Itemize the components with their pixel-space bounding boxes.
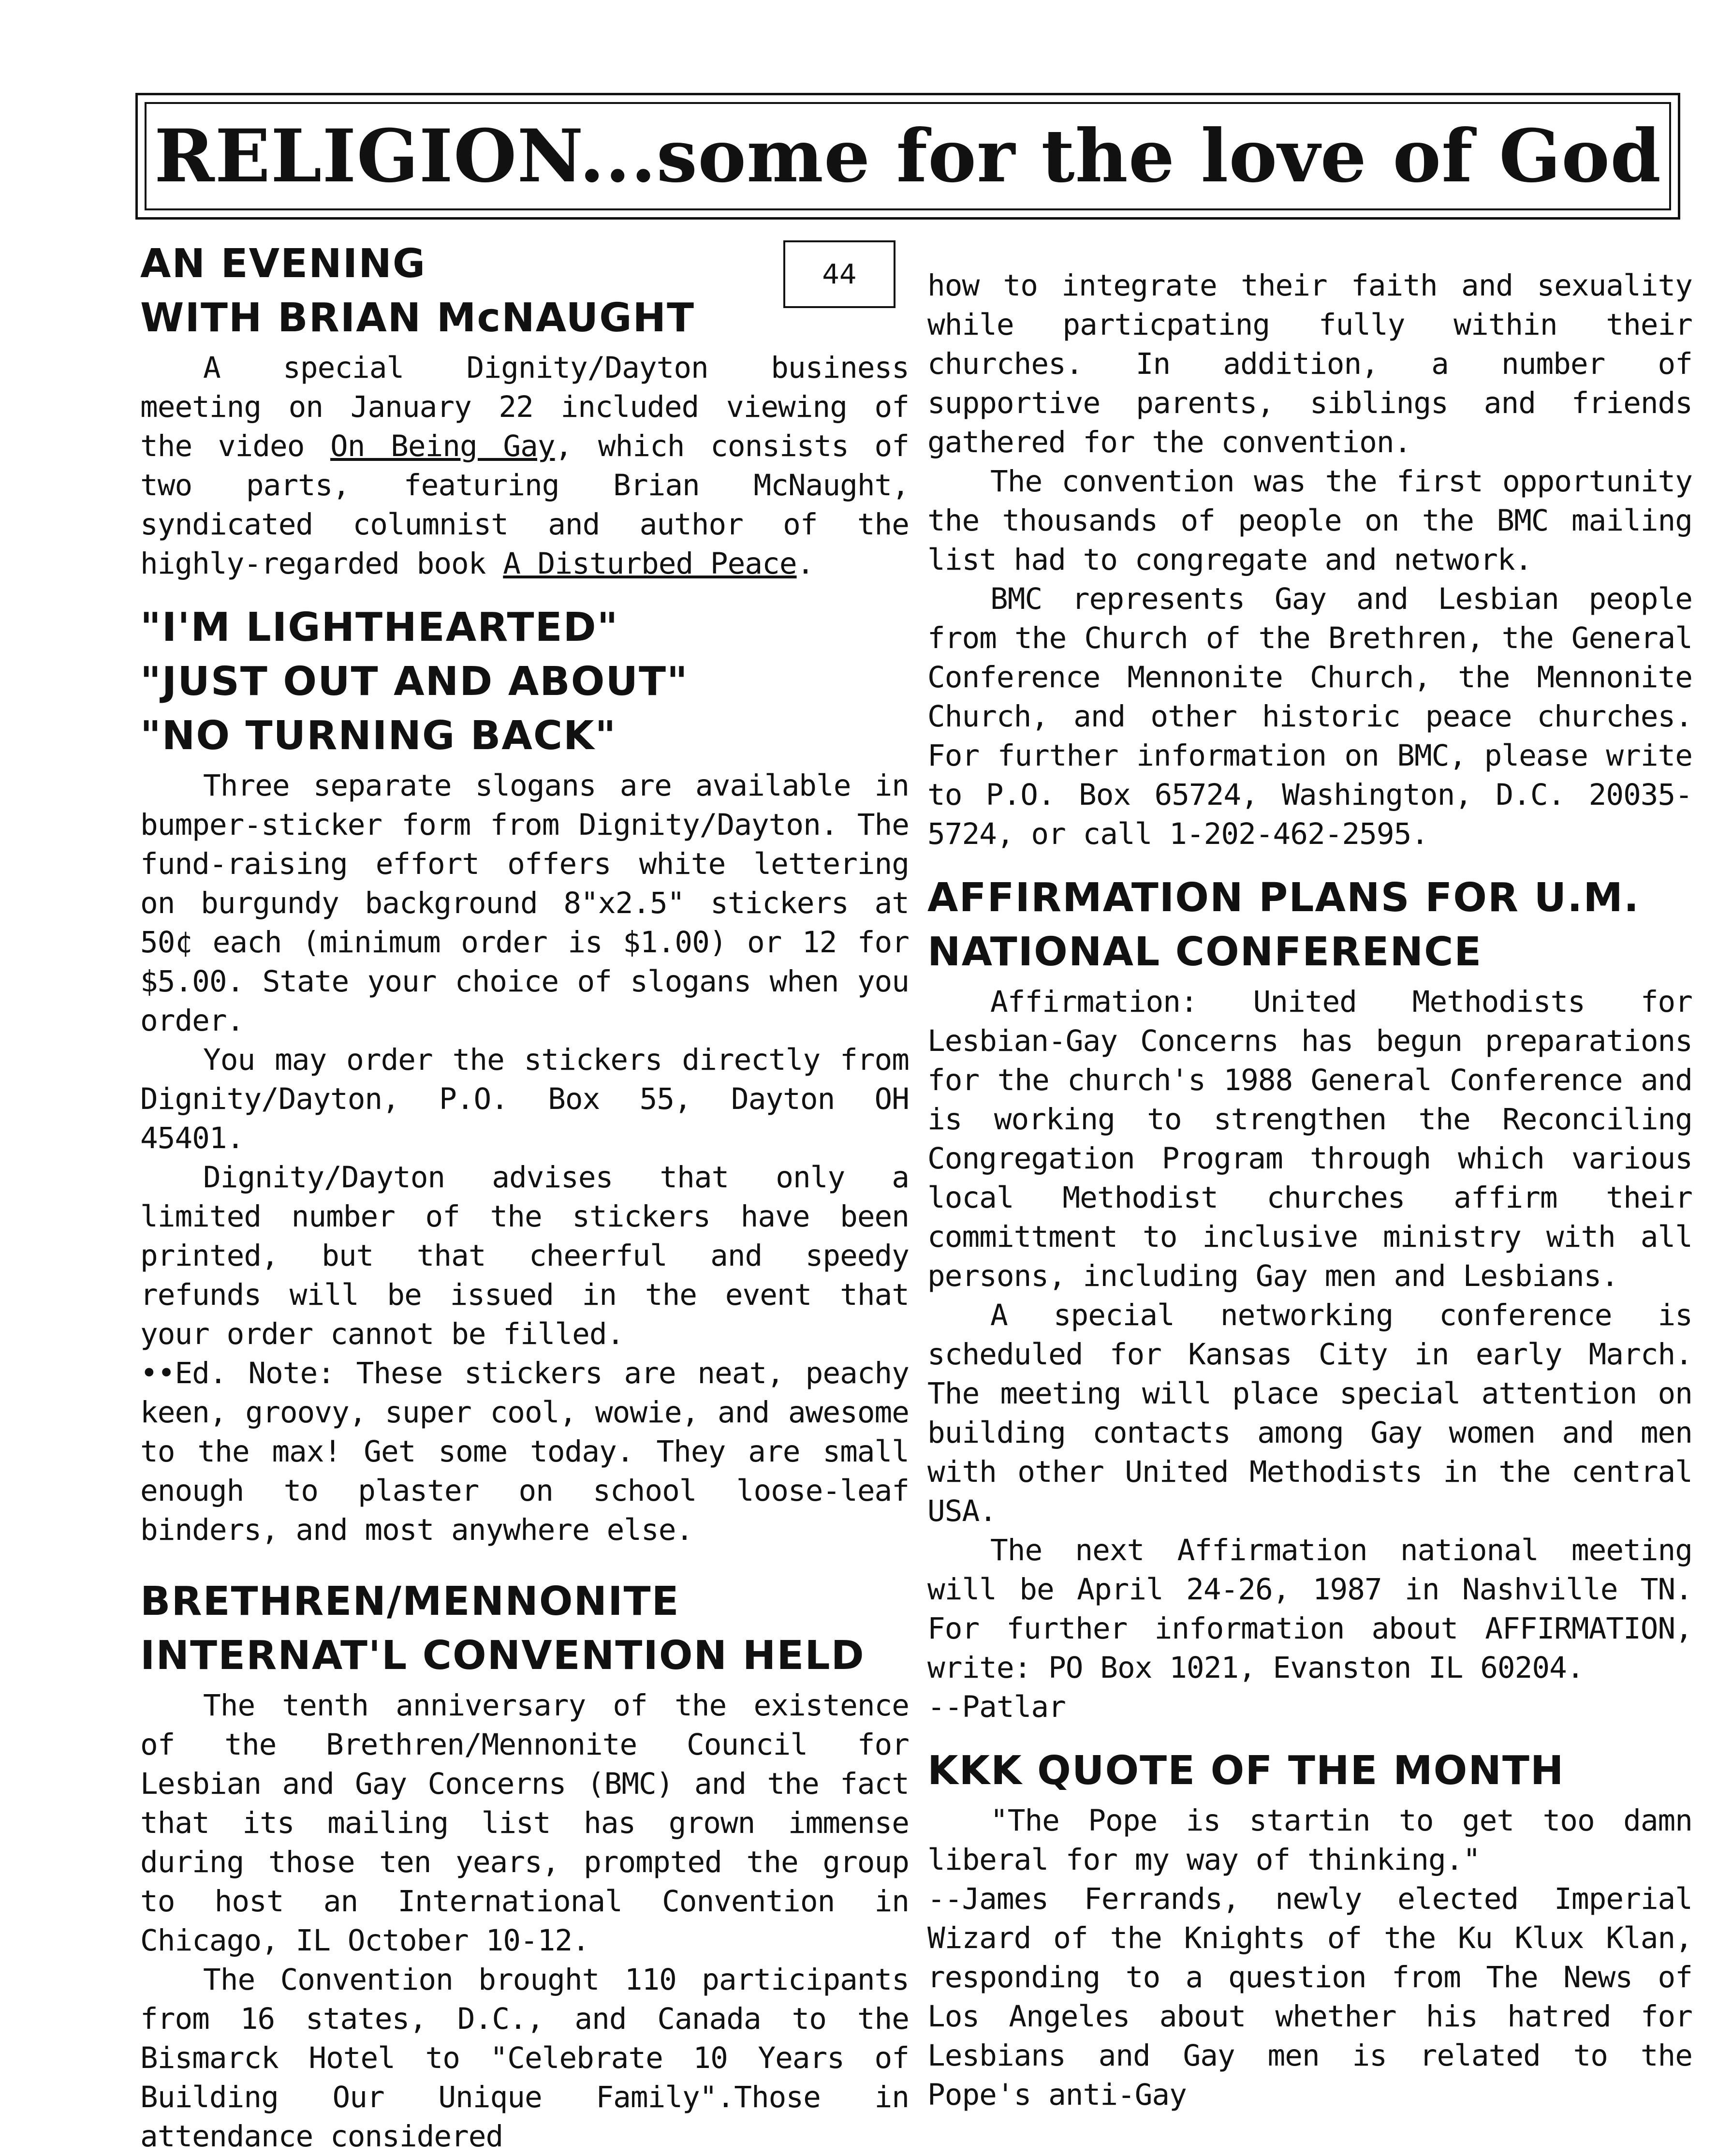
quote-attribution: --James Ferrands, newly elected Imperial Wizard of the Knights of the Ku Klux Klan, responding to a question from The News of Los Angeles about whether his hatred for Lesbians and Gay men is related to the Pope's anti-Gay <box>927 1882 1692 2112</box>
article-brethren-mennonite-continued <box>927 237 1692 854</box>
article-paragraph: A special networking conference is scheduled for Kansas City in early March. The meeting will place special attention on building contacts among Gay women and men with other United Methodists in the central USA. <box>927 1298 1692 1528</box>
headline-line: WITH BRIAN McNAUGHT <box>140 295 695 341</box>
section-banner <box>135 93 1680 220</box>
article-paragraph: Three separate slogans are available in bumper-sticker form from Dignity/Dayton. The fund-raising effort offers white lettering on burgundy background 8"x2.5" stickers at 50¢ each (minimum order is $1.00) or 12 for $5.00. State your choice of slogans when you order. <box>140 768 909 1038</box>
left-column <box>140 237 909 2156</box>
article-paragraph: The convention was the first opportunity the thousands of people on the BMC mailing list had to congregate and network. <box>927 464 1692 577</box>
headline-line: INTERNAT'L CONVENTION HELD <box>140 1633 865 1679</box>
article-affirmation <box>927 871 1692 1727</box>
headline-line: AN EVENING <box>140 241 426 287</box>
article-paragraph: Dignity/Dayton advises that only a limited number of the stickers have been printed, but that cheerful and speedy refunds will be issued in the event that your order cannot be filled. <box>140 1160 909 1351</box>
paragraph-text: A special Dignity/Dayton business meeting on January 22 included viewing of the video <box>140 351 909 463</box>
article-paragraph: BMC represents Gay and Lesbian people from the Church of the Brethren, the General Conference Mennonite Church, the Mennonite Church, and other historic peace churches. For further information on BMC, please write to P.O. Box 65724, Washington, D.C. 20035-5724, or call 1-202-462-2595. <box>927 582 1692 851</box>
article-paragraph: Affirmation: United Methodists for Lesbian-Gay Concerns has begun preparations for the church's 1988 General Conference and is working to strengthen the Reconciling Congregation Program through which various local Methodist churches affirm their committment to inclusive ministry with all persons, including Gay men and Lesbians. <box>927 985 1692 1293</box>
article-paragraph: The tenth anniversary of the existence of the Brethren/Mennonite Council for Lesbian and Gay Concerns (BMC) and the fact that its mailing list has grown immense during those ten years, prompted the group to host an International Convention in Chicago, IL October 10-12. <box>140 1688 909 1958</box>
article-mcnaught <box>140 237 909 583</box>
article-kkk-quote <box>927 1744 1692 2114</box>
right-column <box>927 237 1692 2114</box>
quote-text: "The Pope is startin to get too damn liberal for my way of thinking." <box>927 1803 1692 1877</box>
article-paragraph: how to integrate their faith and sexuality while particpating fully within their churches. In addition, a number of supportive parents, siblings and friends gathered for the convention. <box>927 268 1692 459</box>
headline-line: "NO TURNING BACK" <box>140 713 617 759</box>
article-brethren-mennonite <box>140 1575 909 2156</box>
article-paragraph <box>140 348 909 583</box>
paragraph-text: , which consists of two parts, featuring Brian McNaught, syndicated columnist and author of the highly-regarded book <box>140 429 910 581</box>
article-paragraph: The next Affirmation national meeting will be April 24-26, 1987 in Nashville TN. For further information about AFFIRMATION, write: PO Box 1021, Evanston IL 60204. <box>927 1533 1692 1685</box>
headline-line: BRETHREN/MENNONITE <box>140 1579 680 1624</box>
headline-line: "JUST OUT AND ABOUT" <box>140 659 689 705</box>
article-headline <box>927 871 1692 979</box>
page-number: 44 <box>783 240 895 308</box>
article-headline <box>140 237 909 345</box>
section-title: RELIGION...some for the love of God <box>154 114 1662 199</box>
section-banner-inner <box>145 102 1671 210</box>
article-slogans <box>140 601 909 1550</box>
headline-line: AFFIRMATION PLANS FOR U.M. <box>927 875 1640 921</box>
article-headline <box>140 601 909 763</box>
paragraph-text: . <box>796 546 814 581</box>
video-title: On Being Gay <box>330 429 555 463</box>
article-headline <box>140 1575 909 1683</box>
article-headline: KKK QUOTE OF THE MONTH <box>927 1748 1565 1794</box>
editor-note: ••Ed. Note: These stickers are neat, peachy keen, groovy, super cool, wowie, and awesome to the max! Get some today. They are small enough to plaster on school loose-leaf binders, and most anywhere else. <box>140 1356 909 1547</box>
article-paragraph: The Convention brought 110 participants from 16 states, D.C., and Canada to the Bismarck Hotel to "Celebrate 10 Years of Building Our Unique Family".Those in attendance considered <box>140 1963 909 2154</box>
headline-line: NATIONAL CONFERENCE <box>927 929 1482 975</box>
headline-line: "I'M LIGHTHEARTED" <box>140 605 619 650</box>
book-title: A Disturbed Peace <box>503 546 797 581</box>
author-signature: --Patlar <box>927 1690 1066 1724</box>
article-paragraph: You may order the stickers directly from Dignity/Dayton, P.O. Box 55, Dayton OH 45401. <box>140 1043 909 1155</box>
